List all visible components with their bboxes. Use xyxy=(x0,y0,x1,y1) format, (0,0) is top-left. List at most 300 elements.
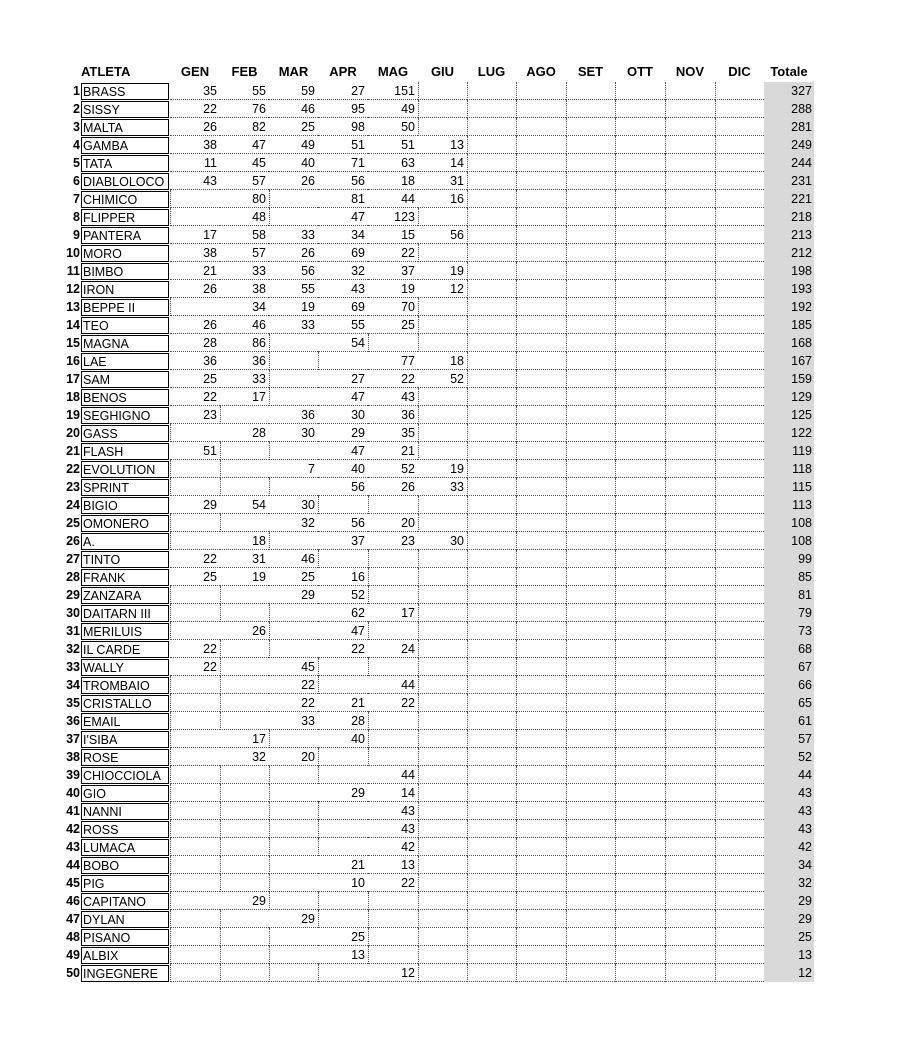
month-cell: 33 xyxy=(269,316,318,334)
month-cell xyxy=(615,820,665,838)
athlete-name: CRISTALLO xyxy=(81,695,169,712)
month-cell xyxy=(368,730,418,748)
month-cell xyxy=(170,460,220,478)
month-cell: 56 xyxy=(318,172,368,190)
total-cell: 185 xyxy=(764,316,814,334)
month-cell xyxy=(467,604,516,622)
month-cell xyxy=(715,136,764,154)
month-cell xyxy=(467,316,516,334)
month-cell xyxy=(467,748,516,766)
month-cell xyxy=(467,820,516,838)
month-cell xyxy=(467,658,516,676)
month-cell xyxy=(269,532,318,550)
month-cell xyxy=(715,676,764,694)
month-cell xyxy=(269,190,318,208)
month-cell xyxy=(516,316,566,334)
month-cell xyxy=(467,730,516,748)
month-cell xyxy=(516,568,566,586)
month-cell xyxy=(318,550,368,568)
month-cell xyxy=(516,532,566,550)
month-cell xyxy=(665,748,715,766)
month-cell xyxy=(170,532,220,550)
month-cell: 46 xyxy=(269,550,318,568)
month-cell xyxy=(615,514,665,532)
month-cell xyxy=(715,406,764,424)
month-cell xyxy=(715,748,764,766)
athlete-name: FRANK xyxy=(81,569,169,586)
month-cell: 47 xyxy=(220,136,269,154)
month-cell: 42 xyxy=(368,838,418,856)
month-cell xyxy=(418,568,467,586)
month-cell xyxy=(516,640,566,658)
month-cell xyxy=(665,640,715,658)
month-cell: 40 xyxy=(269,154,318,172)
month-cell xyxy=(170,892,220,910)
month-cell xyxy=(269,478,318,496)
month-cell xyxy=(715,712,764,730)
month-cell: 18 xyxy=(220,532,269,550)
month-cell: 69 xyxy=(318,244,368,262)
month-cell: 49 xyxy=(368,100,418,118)
total-cell: 29 xyxy=(764,910,814,928)
month-cell xyxy=(269,766,318,784)
month-cell: 62 xyxy=(318,604,368,622)
athlete-name: BOBO xyxy=(81,857,169,874)
month-cell xyxy=(170,928,220,946)
month-cell: 21 xyxy=(318,856,368,874)
month-cell xyxy=(566,334,615,352)
rank-number: 31 xyxy=(66,624,80,638)
month-cell: 36 xyxy=(220,352,269,370)
month-cell xyxy=(566,604,615,622)
month-cell: 49 xyxy=(269,136,318,154)
month-cell xyxy=(516,118,566,136)
athlete-name: BIGIO xyxy=(81,497,169,514)
month-cell xyxy=(269,334,318,352)
month-cell: 45 xyxy=(220,154,269,172)
athlete-name: SISSY xyxy=(81,101,169,118)
month-cell xyxy=(665,964,715,982)
month-cell xyxy=(467,370,516,388)
month-cell xyxy=(318,766,368,784)
month-cell xyxy=(170,802,220,820)
month-cell xyxy=(516,550,566,568)
month-cell: 22 xyxy=(368,694,418,712)
month-cell xyxy=(566,658,615,676)
month-cell xyxy=(516,856,566,874)
athlete-name: ROSE xyxy=(81,749,169,766)
month-cell: 25 xyxy=(368,316,418,334)
month-cell: 32 xyxy=(318,262,368,280)
month-cell xyxy=(516,604,566,622)
month-cell: 28 xyxy=(318,712,368,730)
month-cell xyxy=(467,910,516,928)
header-totale: Totale xyxy=(770,64,808,79)
month-cell: 33 xyxy=(269,226,318,244)
month-cell xyxy=(566,820,615,838)
total-cell: 61 xyxy=(764,712,814,730)
rank-number: 5 xyxy=(73,156,80,170)
month-cell: 33 xyxy=(220,370,269,388)
month-cell: 21 xyxy=(318,694,368,712)
total-cell: 32 xyxy=(764,874,814,892)
month-cell xyxy=(516,586,566,604)
month-cell xyxy=(715,964,764,982)
total-cell: 213 xyxy=(764,226,814,244)
month-cell xyxy=(715,208,764,226)
month-cell xyxy=(516,478,566,496)
rank-number: 28 xyxy=(66,570,80,584)
athlete-name: BIMBO xyxy=(81,263,169,280)
month-cell xyxy=(715,640,764,658)
header-month: MAR xyxy=(278,64,309,79)
month-cell xyxy=(615,280,665,298)
month-cell xyxy=(220,514,269,532)
month-cell xyxy=(665,172,715,190)
month-cell: 38 xyxy=(170,244,220,262)
month-cell: 35 xyxy=(170,82,220,100)
month-cell xyxy=(615,334,665,352)
month-cell xyxy=(516,676,566,694)
month-cell xyxy=(665,910,715,928)
athlete-name: EMAIL xyxy=(81,713,169,730)
month-cell xyxy=(665,694,715,712)
month-cell: 23 xyxy=(170,406,220,424)
month-cell xyxy=(566,118,615,136)
month-cell: 29 xyxy=(220,892,269,910)
total-cell: 65 xyxy=(764,694,814,712)
rank-number: 43 xyxy=(66,840,80,854)
header-month: AGO xyxy=(526,64,556,79)
total-cell: 85 xyxy=(764,568,814,586)
header-month: SET xyxy=(577,64,604,79)
month-cell: 81 xyxy=(318,190,368,208)
month-cell xyxy=(516,298,566,316)
month-cell xyxy=(170,298,220,316)
month-cell xyxy=(566,478,615,496)
month-cell xyxy=(170,586,220,604)
rank-number: 2 xyxy=(73,102,80,116)
rank-number: 3 xyxy=(73,120,80,134)
month-cell xyxy=(665,946,715,964)
month-cell xyxy=(516,424,566,442)
month-cell xyxy=(665,442,715,460)
total-cell: 159 xyxy=(764,370,814,388)
total-cell: 43 xyxy=(764,784,814,802)
header-month: GIU xyxy=(430,64,455,79)
month-cell xyxy=(269,784,318,802)
month-cell xyxy=(715,190,764,208)
month-cell xyxy=(418,910,467,928)
month-cell xyxy=(566,802,615,820)
month-cell xyxy=(615,244,665,262)
month-cell xyxy=(467,118,516,136)
athlete-name: TEO xyxy=(81,317,169,334)
month-cell xyxy=(467,874,516,892)
month-cell: 55 xyxy=(318,316,368,334)
month-cell xyxy=(269,856,318,874)
month-cell: 16 xyxy=(318,568,368,586)
total-cell: 13 xyxy=(764,946,814,964)
month-cell: 36 xyxy=(368,406,418,424)
month-cell xyxy=(170,712,220,730)
month-cell xyxy=(615,316,665,334)
month-cell: 52 xyxy=(368,460,418,478)
month-cell xyxy=(715,694,764,712)
athlete-name: GASS xyxy=(81,425,169,442)
rank-number: 10 xyxy=(66,246,80,260)
month-cell xyxy=(170,514,220,532)
month-cell: 98 xyxy=(318,118,368,136)
month-cell xyxy=(615,712,665,730)
month-cell xyxy=(467,82,516,100)
month-cell: 57 xyxy=(220,172,269,190)
month-cell xyxy=(170,856,220,874)
month-cell xyxy=(220,442,269,460)
month-cell xyxy=(418,748,467,766)
month-cell xyxy=(566,208,615,226)
month-cell xyxy=(566,712,615,730)
month-cell xyxy=(566,172,615,190)
month-cell xyxy=(516,388,566,406)
month-cell xyxy=(615,730,665,748)
total-cell: 52 xyxy=(764,748,814,766)
month-cell xyxy=(170,946,220,964)
month-cell: 29 xyxy=(318,784,368,802)
month-cell xyxy=(170,838,220,856)
month-cell xyxy=(467,532,516,550)
month-cell xyxy=(665,658,715,676)
month-cell xyxy=(615,352,665,370)
month-cell xyxy=(715,442,764,460)
month-cell xyxy=(566,370,615,388)
month-cell: 14 xyxy=(368,784,418,802)
total-cell: 193 xyxy=(764,280,814,298)
rank-number: 11 xyxy=(66,264,80,278)
month-cell: 56 xyxy=(318,514,368,532)
month-cell xyxy=(715,460,764,478)
month-cell xyxy=(665,370,715,388)
month-cell: 46 xyxy=(220,316,269,334)
month-cell xyxy=(220,658,269,676)
month-cell xyxy=(615,604,665,622)
month-cell xyxy=(170,820,220,838)
month-cell xyxy=(220,694,269,712)
month-cell xyxy=(615,694,665,712)
month-cell xyxy=(220,766,269,784)
month-cell xyxy=(715,928,764,946)
month-cell xyxy=(566,244,615,262)
month-cell xyxy=(566,766,615,784)
athlete-name: IL CARDE xyxy=(81,641,169,658)
month-cell: 13 xyxy=(318,946,368,964)
month-cell xyxy=(418,334,467,352)
month-cell xyxy=(368,334,418,352)
month-cell xyxy=(516,946,566,964)
month-cell xyxy=(566,964,615,982)
month-cell xyxy=(715,766,764,784)
month-cell xyxy=(220,820,269,838)
month-cell xyxy=(220,874,269,892)
month-cell xyxy=(418,802,467,820)
month-cell: 47 xyxy=(318,388,368,406)
month-cell xyxy=(269,802,318,820)
month-cell xyxy=(220,676,269,694)
month-cell xyxy=(418,730,467,748)
month-cell: 34 xyxy=(220,298,269,316)
month-cell xyxy=(615,550,665,568)
month-cell xyxy=(615,388,665,406)
month-cell: 27 xyxy=(318,370,368,388)
rank-number: 49 xyxy=(66,948,80,962)
month-cell: 16 xyxy=(418,190,467,208)
month-cell xyxy=(715,244,764,262)
month-cell xyxy=(715,784,764,802)
month-cell xyxy=(516,910,566,928)
month-cell xyxy=(418,82,467,100)
total-cell: 119 xyxy=(764,442,814,460)
month-cell: 7 xyxy=(269,460,318,478)
month-cell: 19 xyxy=(368,280,418,298)
month-cell: 25 xyxy=(269,568,318,586)
month-cell xyxy=(170,208,220,226)
month-cell xyxy=(467,856,516,874)
month-cell xyxy=(715,316,764,334)
month-cell xyxy=(368,586,418,604)
total-cell: 115 xyxy=(764,478,814,496)
month-cell xyxy=(418,550,467,568)
month-cell xyxy=(566,316,615,334)
month-cell xyxy=(715,838,764,856)
month-cell xyxy=(269,928,318,946)
month-cell xyxy=(220,910,269,928)
month-cell xyxy=(467,244,516,262)
month-cell: 17 xyxy=(220,730,269,748)
month-cell: 82 xyxy=(220,118,269,136)
month-cell xyxy=(615,622,665,640)
month-cell xyxy=(615,298,665,316)
month-cell xyxy=(615,118,665,136)
month-cell: 52 xyxy=(418,370,467,388)
month-cell xyxy=(269,946,318,964)
month-cell xyxy=(715,802,764,820)
month-cell xyxy=(516,892,566,910)
month-cell xyxy=(615,766,665,784)
month-cell: 29 xyxy=(269,586,318,604)
month-cell: 40 xyxy=(318,730,368,748)
month-cell xyxy=(516,820,566,838)
month-cell xyxy=(615,370,665,388)
month-cell xyxy=(418,316,467,334)
total-cell: 43 xyxy=(764,820,814,838)
month-cell xyxy=(368,496,418,514)
month-cell: 26 xyxy=(368,478,418,496)
month-cell xyxy=(665,586,715,604)
month-cell xyxy=(665,352,715,370)
month-cell xyxy=(516,622,566,640)
month-cell xyxy=(566,298,615,316)
month-cell: 22 xyxy=(368,370,418,388)
month-cell xyxy=(715,874,764,892)
month-cell xyxy=(269,388,318,406)
month-cell xyxy=(665,406,715,424)
rank-number: 50 xyxy=(66,966,80,980)
month-cell xyxy=(665,856,715,874)
month-cell xyxy=(368,946,418,964)
month-cell xyxy=(170,910,220,928)
month-cell xyxy=(566,622,615,640)
month-cell xyxy=(615,748,665,766)
rank-number: 25 xyxy=(66,516,80,530)
month-cell: 24 xyxy=(368,640,418,658)
rank-number: 6 xyxy=(73,174,80,188)
athlete-name: SAM xyxy=(81,371,169,388)
month-cell xyxy=(467,550,516,568)
header-month: OTT xyxy=(627,64,653,79)
month-cell: 33 xyxy=(269,712,318,730)
month-cell xyxy=(467,946,516,964)
month-cell: 43 xyxy=(318,280,368,298)
rank-number: 39 xyxy=(66,768,80,782)
rank-number: 36 xyxy=(66,714,80,728)
month-cell xyxy=(269,442,318,460)
month-cell: 80 xyxy=(220,190,269,208)
month-cell: 26 xyxy=(220,622,269,640)
month-cell: 26 xyxy=(269,244,318,262)
month-cell xyxy=(615,928,665,946)
month-cell: 69 xyxy=(318,298,368,316)
month-cell: 76 xyxy=(220,100,269,118)
month-cell: 54 xyxy=(318,334,368,352)
month-cell xyxy=(615,136,665,154)
month-cell xyxy=(715,154,764,172)
month-cell xyxy=(516,190,566,208)
athlete-name: DYLAN xyxy=(81,911,169,928)
month-cell xyxy=(665,496,715,514)
header-month: MAG xyxy=(377,64,409,79)
month-cell xyxy=(170,766,220,784)
month-cell: 26 xyxy=(170,280,220,298)
month-cell xyxy=(368,748,418,766)
month-cell: 15 xyxy=(368,226,418,244)
athlete-name: MAGNA xyxy=(81,335,169,352)
month-cell: 23 xyxy=(368,532,418,550)
month-cell xyxy=(615,658,665,676)
month-cell xyxy=(467,928,516,946)
month-cell xyxy=(615,874,665,892)
month-cell xyxy=(615,838,665,856)
total-cell: 25 xyxy=(764,928,814,946)
month-cell xyxy=(615,568,665,586)
month-cell xyxy=(220,640,269,658)
month-cell xyxy=(665,784,715,802)
month-cell xyxy=(566,676,615,694)
month-cell xyxy=(615,784,665,802)
month-cell xyxy=(318,964,368,982)
month-cell: 18 xyxy=(418,352,467,370)
month-cell xyxy=(665,226,715,244)
total-cell: 113 xyxy=(764,496,814,514)
month-cell xyxy=(467,802,516,820)
athlete-name: CAPITANO xyxy=(81,893,169,910)
month-cell xyxy=(516,244,566,262)
rank-number: 1 xyxy=(73,84,80,98)
rank-number: 29 xyxy=(66,588,80,602)
month-cell: 43 xyxy=(368,820,418,838)
month-cell xyxy=(715,262,764,280)
month-cell xyxy=(516,100,566,118)
month-cell: 30 xyxy=(318,406,368,424)
